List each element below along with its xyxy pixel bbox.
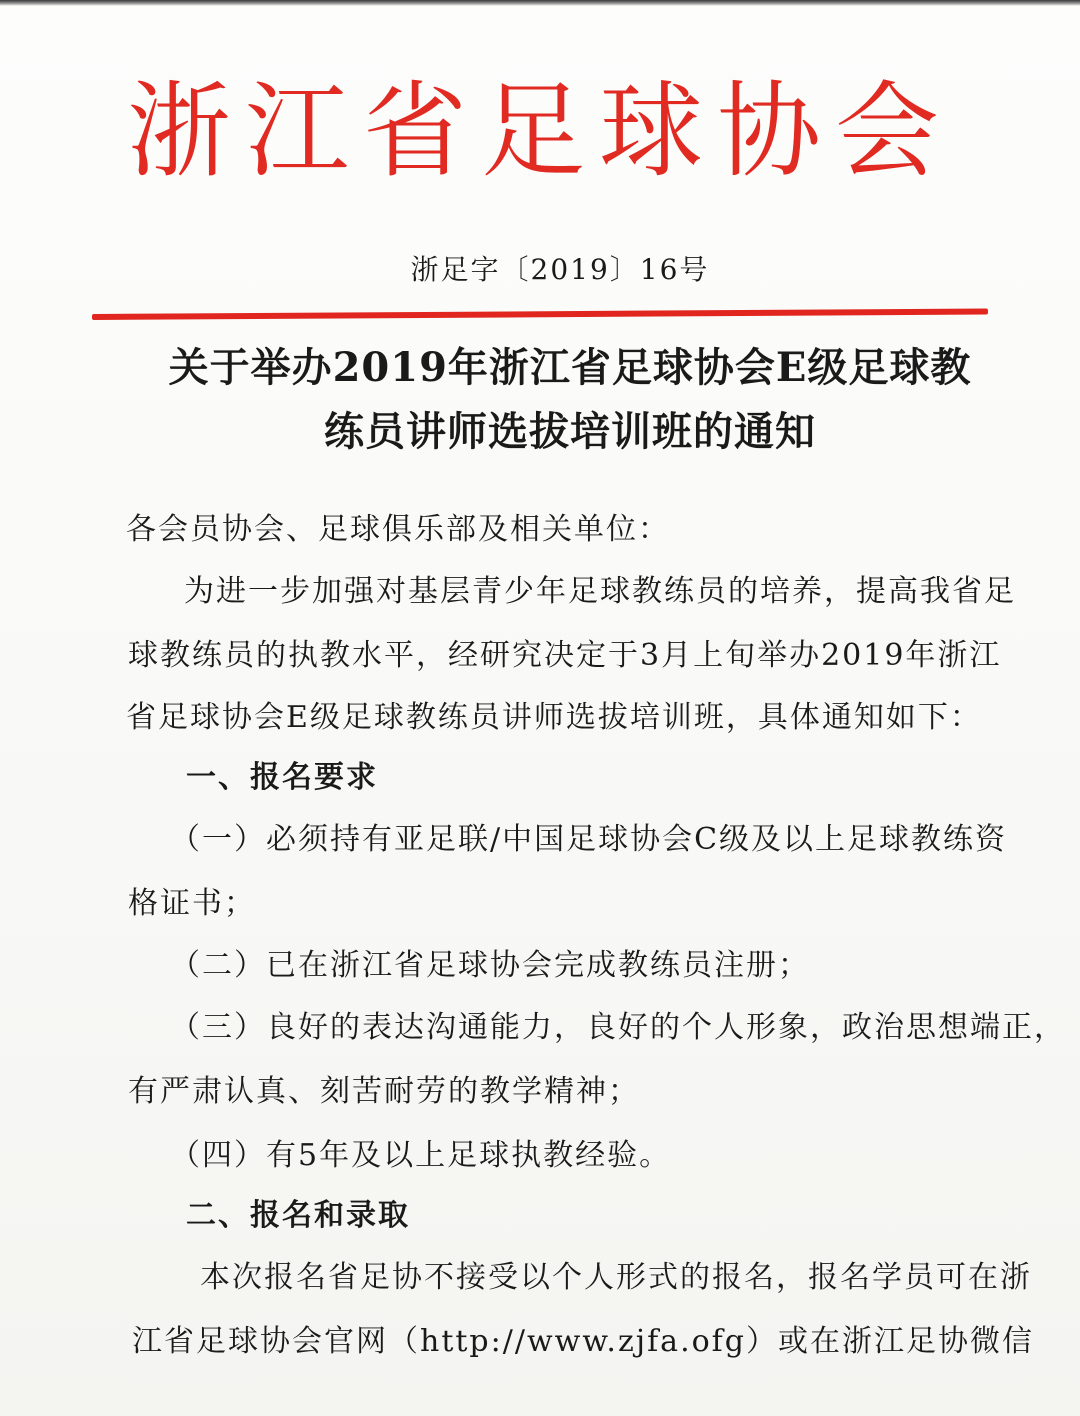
section-1-item-3-line-1: （三）良好的表达沟通能力，良好的个人形象，政治思想端正， — [170, 1010, 1066, 1045]
scan-edge-shadow — [0, 0, 1080, 6]
intro-line-1: 为进一步加强对基层青少年足球教练员的培养，提高我省足 — [184, 574, 1016, 609]
section-2-paragraph-line-1: 本次报名省足协不接受以个人形式的报名，报名学员可在浙 — [200, 1260, 1032, 1295]
addressee: 各会员协会、足球俱乐部及相关单位： — [126, 512, 670, 547]
section-1-item-3-line-2: 有严肃认真、刻苦耐劳的教学精神； — [128, 1074, 640, 1109]
intro-line-3: 省足球协会E级足球教练员讲师选拔培训班，具体通知如下： — [126, 700, 982, 735]
red-divider-line — [92, 309, 988, 320]
section-2-paragraph-line-2: 江省足球协会官网（http://www.zjfa.ofg）或在浙江足协微信 — [132, 1324, 1034, 1359]
section-1-item-1-line-2: 格证书； — [128, 886, 256, 921]
intro-line-2: 球教练员的执教水平，经研究决定于3月上旬举办2019年浙江 — [128, 638, 1002, 673]
section-1-item-1-line-1: （一）必须持有亚足联/中国足球协会C级及以上足球教练资 — [170, 822, 1008, 857]
document-title-line-1: 关于举办2019年浙江省足球协会E级足球教 — [168, 344, 972, 391]
document-title-line-2: 练员讲师选拔培训班的通知 — [324, 408, 816, 455]
document-number: 浙足字〔2019〕16号 — [410, 253, 710, 286]
section-1-item-2: （二）已在浙江省足球协会完成教练员注册； — [170, 948, 810, 983]
organization-masthead: 浙江省足球协会 — [126, 70, 953, 192]
section-2-heading: 二、报名和录取 — [186, 1198, 410, 1233]
section-1-item-4: （四）有5年及以上足球执教经验。 — [170, 1138, 672, 1173]
section-1-heading: 一、报名要求 — [186, 760, 378, 795]
